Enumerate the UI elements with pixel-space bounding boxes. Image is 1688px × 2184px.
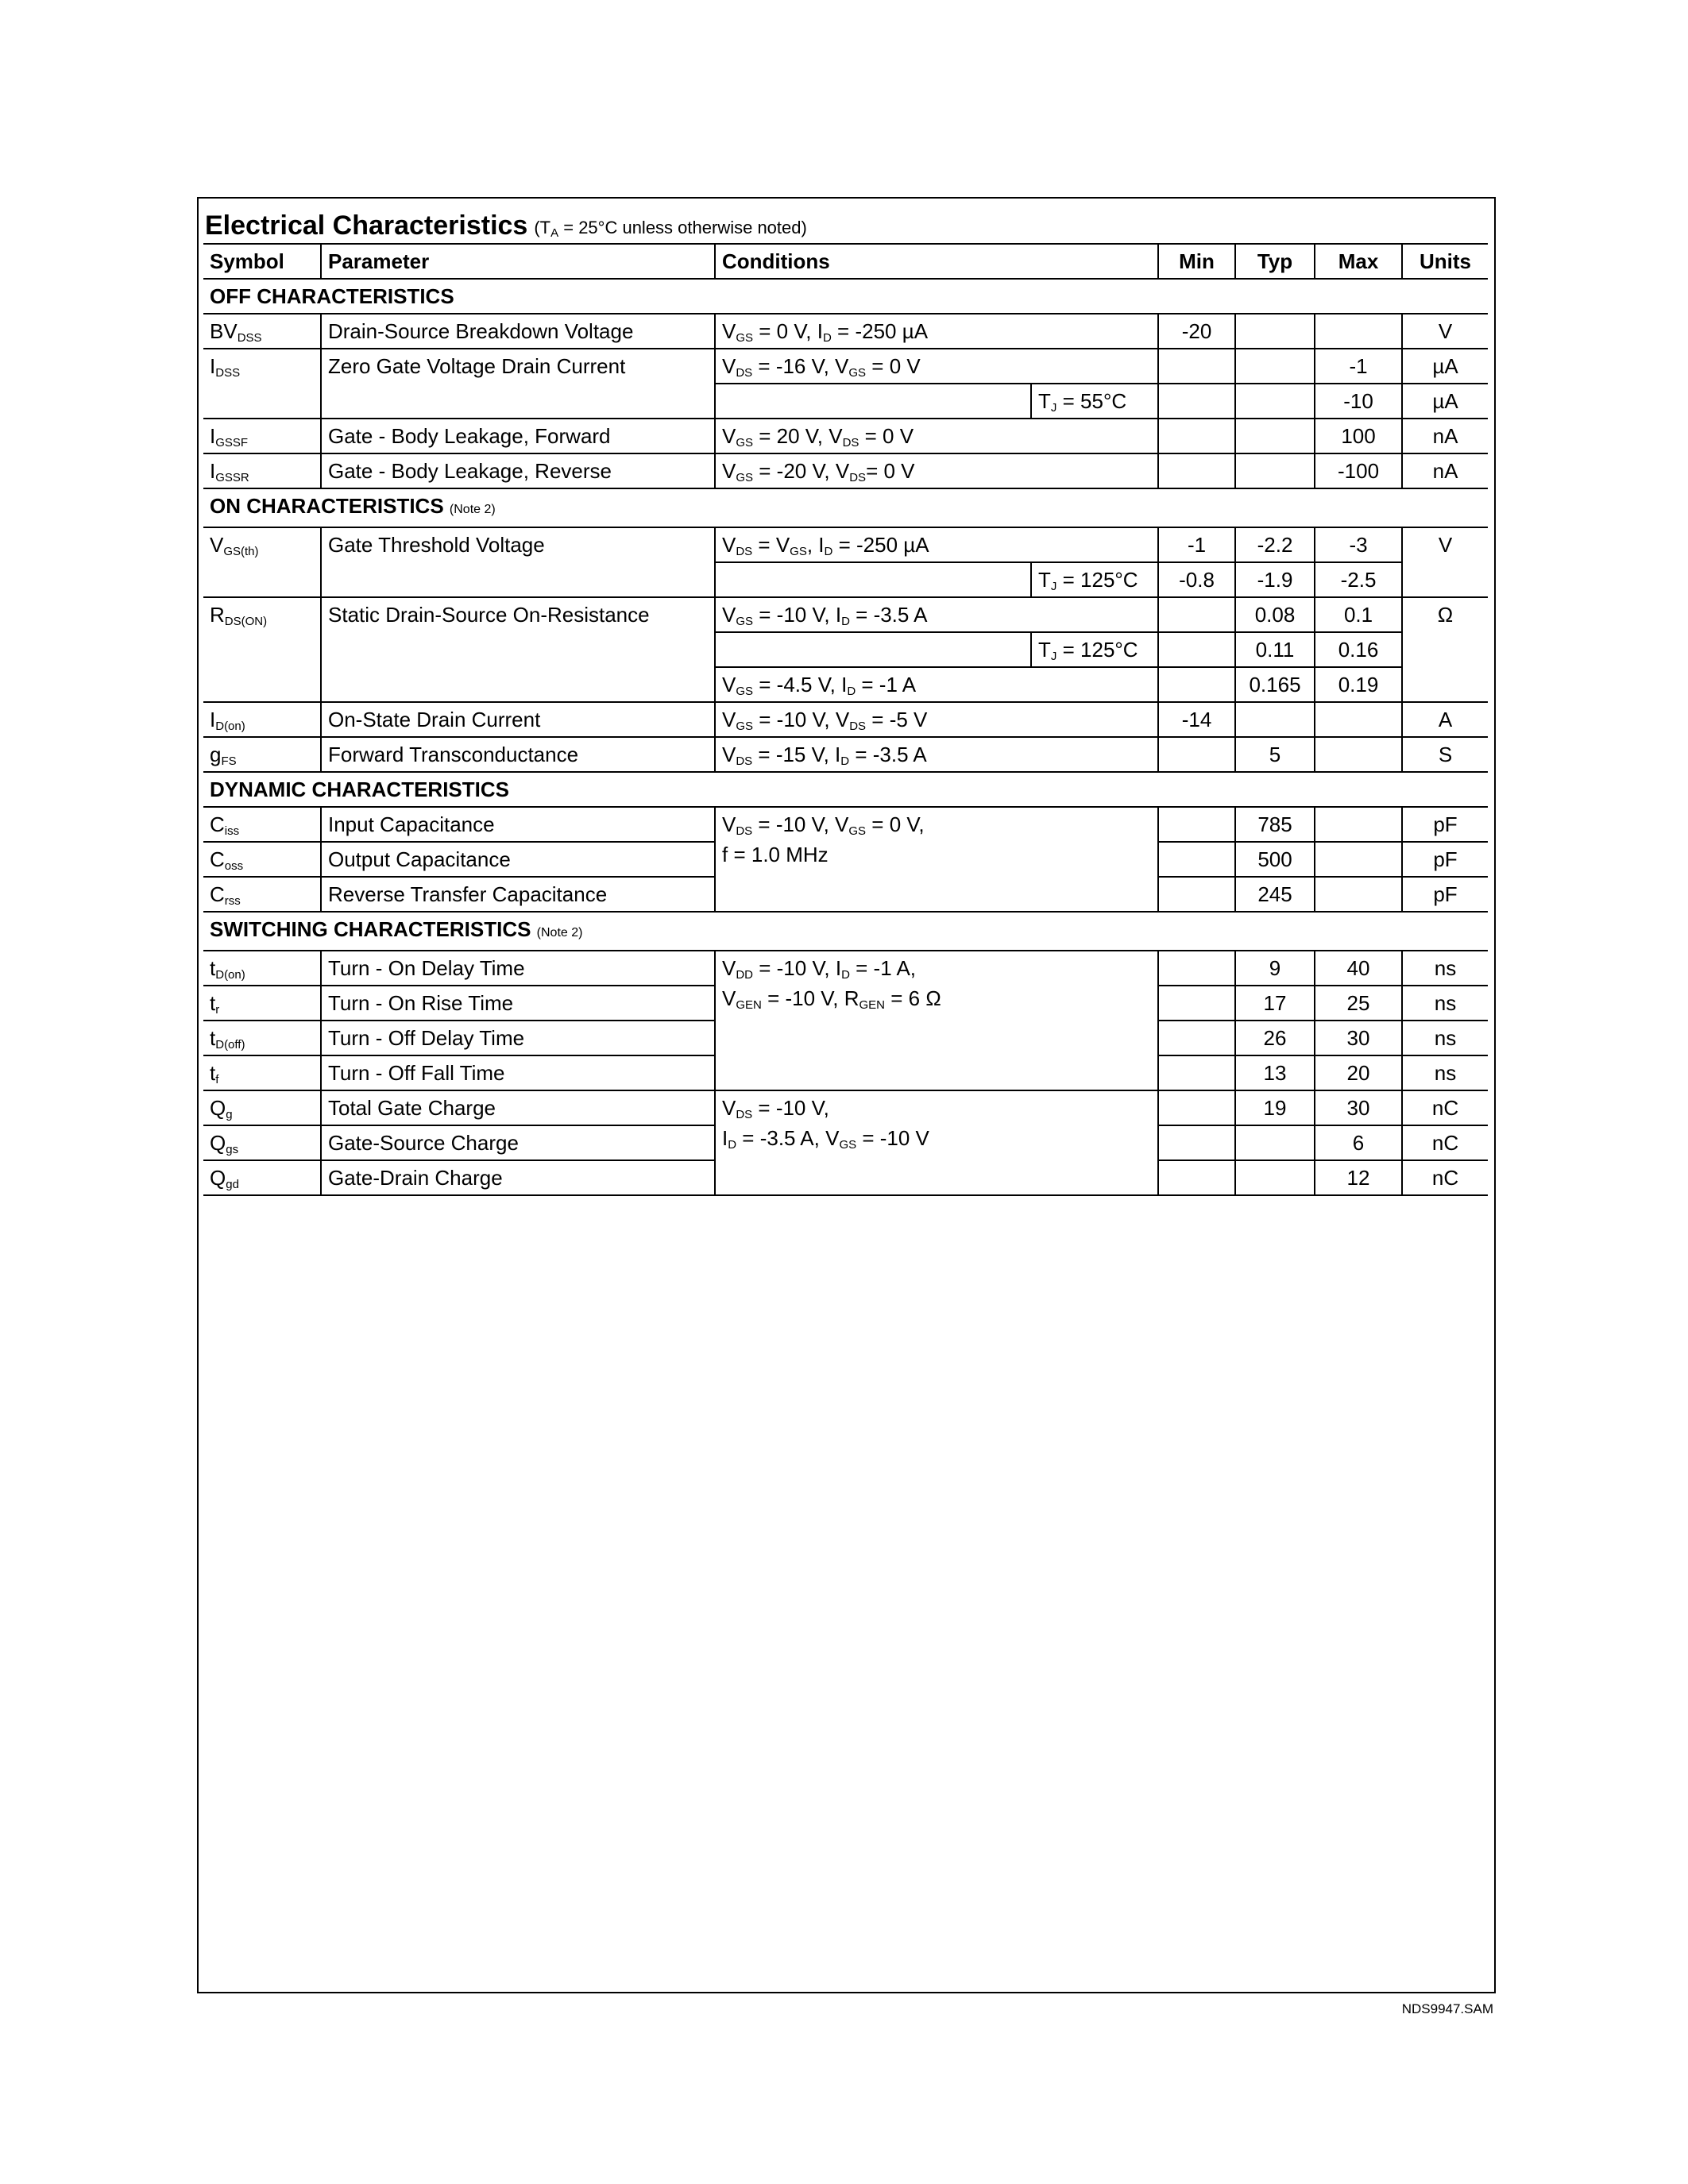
col-max: Max [1315,244,1402,279]
table-row [203,807,1488,842]
parameter-cell: Gate-Source Charge [321,1125,715,1160]
conditions-cell: $V_{DS} = -10$ V, $V_{GS} = 0$ V, f = 1.0 MHz [715,807,1158,912]
symbol-cell: $I_{GSSF}$ [203,419,321,453]
units-cell: µA [1402,384,1488,419]
table-row [203,737,1488,772]
symbol-cell: $I_{D(on)}$ [203,702,321,737]
conditions-blank [715,384,1031,419]
section-off: OFF CHARACTERISTICS [203,279,1488,314]
min-cell [1158,1021,1235,1055]
typ-cell [1235,702,1315,737]
min-cell [1158,667,1235,702]
parameter-cell: Zero Gate Voltage Drain Current [321,349,715,419]
conditions-cell: $V_{GS} = -10$ V, $I_D = -3.5$ A [715,597,1158,632]
conditions-cell: $V_{DS} = -15$ V, $I_D = -3.5$ A [715,737,1158,772]
min-cell [1158,1160,1235,1195]
conditions-blank [715,632,1031,667]
typ-cell: 245 [1235,877,1315,912]
units-cell: Ω [1402,597,1488,702]
symbol-cell: $V_{GS(th)}$ [203,527,321,597]
table-row [203,419,1488,453]
symbol-cell: $BV_{DSS}$ [203,314,321,349]
units-cell: pF [1402,842,1488,877]
symbol-cell: $t_{D(off)}$ [203,1021,321,1055]
section-dynamic: DYNAMIC CHARACTERISTICS [203,772,1488,807]
min-cell: -14 [1158,702,1235,737]
header-row [203,244,1488,279]
min-cell [1158,453,1235,488]
typ-cell: -1.9 [1235,562,1315,597]
typ-cell: 26 [1235,1021,1315,1055]
parameter-cell: On-State Drain Current [321,702,715,737]
typ-cell: 17 [1235,986,1315,1021]
title-conditions: ($T_A = 25^\circ C$ unless otherwise noted) [534,218,807,240]
parameter-cell: Gate-Drain Charge [321,1160,715,1195]
min-cell [1158,349,1235,384]
units-cell: nA [1402,419,1488,453]
units-cell: ns [1402,1021,1488,1055]
symbol-cell: $C_{rss}$ [203,877,321,912]
parameter-cell: Drain-Source Breakdown Voltage [321,314,715,349]
typ-cell: 5 [1235,737,1315,772]
max-cell [1315,702,1402,737]
units-cell: ns [1402,951,1488,986]
max-cell: -10 [1315,384,1402,419]
section-row-dynamic [203,772,1488,807]
typ-cell: -2.2 [1235,527,1315,562]
col-min: Min [1158,244,1235,279]
min-cell [1158,419,1235,453]
max-cell: 40 [1315,951,1402,986]
parameter-cell: Turn - Off Delay Time [321,1021,715,1055]
table-row [203,597,1488,632]
parameter-cell: Forward Transconductance [321,737,715,772]
parameter-cell: Turn - On Rise Time [321,986,715,1021]
table-row [203,702,1488,737]
max-cell: 0.1 [1315,597,1402,632]
units-cell: nA [1402,453,1488,488]
conditions-cell: $V_{DS} = V_{GS}$, $I_D = -250$ µA [715,527,1158,562]
symbol-cell: $I_{GSSR}$ [203,453,321,488]
min-cell [1158,877,1235,912]
max-cell: 30 [1315,1021,1402,1055]
typ-cell [1235,314,1315,349]
min-cell: -20 [1158,314,1235,349]
typ-cell [1235,349,1315,384]
parameter-cell: Gate - Body Leakage, Reverse [321,453,715,488]
units-cell: nC [1402,1125,1488,1160]
max-cell: -3 [1315,527,1402,562]
typ-cell: 0.08 [1235,597,1315,632]
units-cell: A [1402,702,1488,737]
max-cell: 12 [1315,1160,1402,1195]
typ-cell: 0.11 [1235,632,1315,667]
col-symbol: Symbol [203,244,321,279]
parameter-cell: Gate Threshold Voltage [321,527,715,597]
conditions-cell: $V_{GS} = -10$ V, $V_{DS} = -5$ V [715,702,1158,737]
col-typ: Typ [1235,244,1315,279]
conditions-cell: $V_{GS} = 0$ V, $I_D = -250$ µA [715,314,1158,349]
min-cell [1158,597,1235,632]
max-cell [1315,877,1402,912]
section-on: ON CHARACTERISTICS (Note 2) [203,488,1488,527]
max-cell: 20 [1315,1055,1402,1090]
table-row [203,1090,1488,1125]
max-cell: -2.5 [1315,562,1402,597]
min-cell [1158,1055,1235,1090]
typ-cell [1235,1125,1315,1160]
units-cell: ns [1402,986,1488,1021]
table-row [203,349,1488,384]
min-cell [1158,632,1235,667]
symbol-cell: $R_{DS(ON)}$ [203,597,321,702]
conditions-cell: $V_{GS} = 20$ V, $V_{DS} = 0$ V [715,419,1158,453]
max-cell: 25 [1315,986,1402,1021]
section-row-off [203,279,1488,314]
units-cell: nC [1402,1160,1488,1195]
parameter-cell: Turn - On Delay Time [321,951,715,986]
max-cell [1315,842,1402,877]
document-code: NDS9947.SAM [1401,2001,1493,2016]
table-row [203,951,1488,986]
typ-cell: 0.165 [1235,667,1315,702]
table-row [203,527,1488,562]
typ-cell: 19 [1235,1090,1315,1125]
col-units: Units [1402,244,1488,279]
min-cell [1158,807,1235,842]
symbol-cell: $Q_{gd}$ [203,1160,321,1195]
units-cell: µA [1402,349,1488,384]
symbol-cell: $C_{iss}$ [203,807,321,842]
conditions-cell: $V_{GS} = -20$ V, $V_{DS}= 0$ V [715,453,1158,488]
conditions-cell: $V_{DS} = -16$ V, $V_{GS} = 0$ V [715,349,1158,384]
typ-cell [1235,384,1315,419]
parameter-cell: Total Gate Charge [321,1090,715,1125]
section-row-on [203,488,1488,527]
conditions-cell: $V_{DD} = -10$ V, $I_D = -1$ A, $V_{GEN} = -10$ V, $R_{GEN} = 6$ Ω [715,951,1158,1090]
max-cell: -1 [1315,349,1402,384]
symbol-cell: $t_f$ [203,1055,321,1090]
page-title: Electrical Characteristics [205,210,528,241]
parameter-cell: Reverse Transfer Capacitance [321,877,715,912]
max-cell: -100 [1315,453,1402,488]
symbol-cell: $t_r$ [203,986,321,1021]
max-cell: 100 [1315,419,1402,453]
max-cell: 6 [1315,1125,1402,1160]
min-cell [1158,737,1235,772]
min-cell [1158,986,1235,1021]
max-cell [1315,737,1402,772]
conditions-cell: $V_{GS} = -4.5$ V, $I_D = -1$ A [715,667,1158,702]
conditions-blank [715,562,1031,597]
symbol-cell: $Q_{gs}$ [203,1125,321,1160]
min-cell [1158,842,1235,877]
title-row [205,203,1484,241]
min-cell [1158,951,1235,986]
section-row-switching [203,912,1488,951]
electrical-characteristics-table [203,243,1488,1196]
typ-cell [1235,453,1315,488]
symbol-cell: $Q_g$ [203,1090,321,1125]
symbol-cell: $g_{FS}$ [203,737,321,772]
tj-condition: $T_J = 125^\circ C$ [1031,562,1158,597]
max-cell: 0.16 [1315,632,1402,667]
typ-cell [1235,1160,1315,1195]
min-cell [1158,1090,1235,1125]
col-parameter: Parameter [321,244,715,279]
col-conditions: Conditions [715,244,1158,279]
table-row [203,314,1488,349]
typ-cell: 785 [1235,807,1315,842]
units-cell: nC [1402,1090,1488,1125]
conditions-cell: $V_{DS} = -10$ V, $I_D = -3.5$ A, $V_{GS} = -10$ V [715,1090,1158,1195]
tj-condition: $T_J = 125^\circ C$ [1031,632,1158,667]
max-cell: 0.19 [1315,667,1402,702]
min-cell [1158,384,1235,419]
typ-cell: 13 [1235,1055,1315,1090]
units-cell: ns [1402,1055,1488,1090]
units-cell: S [1402,737,1488,772]
parameter-cell: Input Capacitance [321,807,715,842]
parameter-cell: Static Drain-Source On-Resistance [321,597,715,702]
max-cell: 30 [1315,1090,1402,1125]
tj-condition: $T_J = 55^\circ C$ [1031,384,1158,419]
symbol-cell: $I_{DSS}$ [203,349,321,419]
units-cell: pF [1402,807,1488,842]
parameter-cell: Turn - Off Fall Time [321,1055,715,1090]
table-row [203,453,1488,488]
min-cell: -1 [1158,527,1235,562]
units-cell: V [1402,527,1488,597]
typ-cell: 500 [1235,842,1315,877]
symbol-cell: $C_{oss}$ [203,842,321,877]
symbol-cell: $t_{D(on)}$ [203,951,321,986]
units-cell: pF [1402,877,1488,912]
max-cell [1315,314,1402,349]
typ-cell [1235,419,1315,453]
section-switching: SWITCHING CHARACTERISTICS (Note 2) [203,912,1488,951]
min-cell: -0.8 [1158,562,1235,597]
typ-cell: 9 [1235,951,1315,986]
parameter-cell: Gate - Body Leakage, Forward [321,419,715,453]
max-cell [1315,807,1402,842]
parameter-cell: Output Capacitance [321,842,715,877]
min-cell [1158,1125,1235,1160]
units-cell: V [1402,314,1488,349]
